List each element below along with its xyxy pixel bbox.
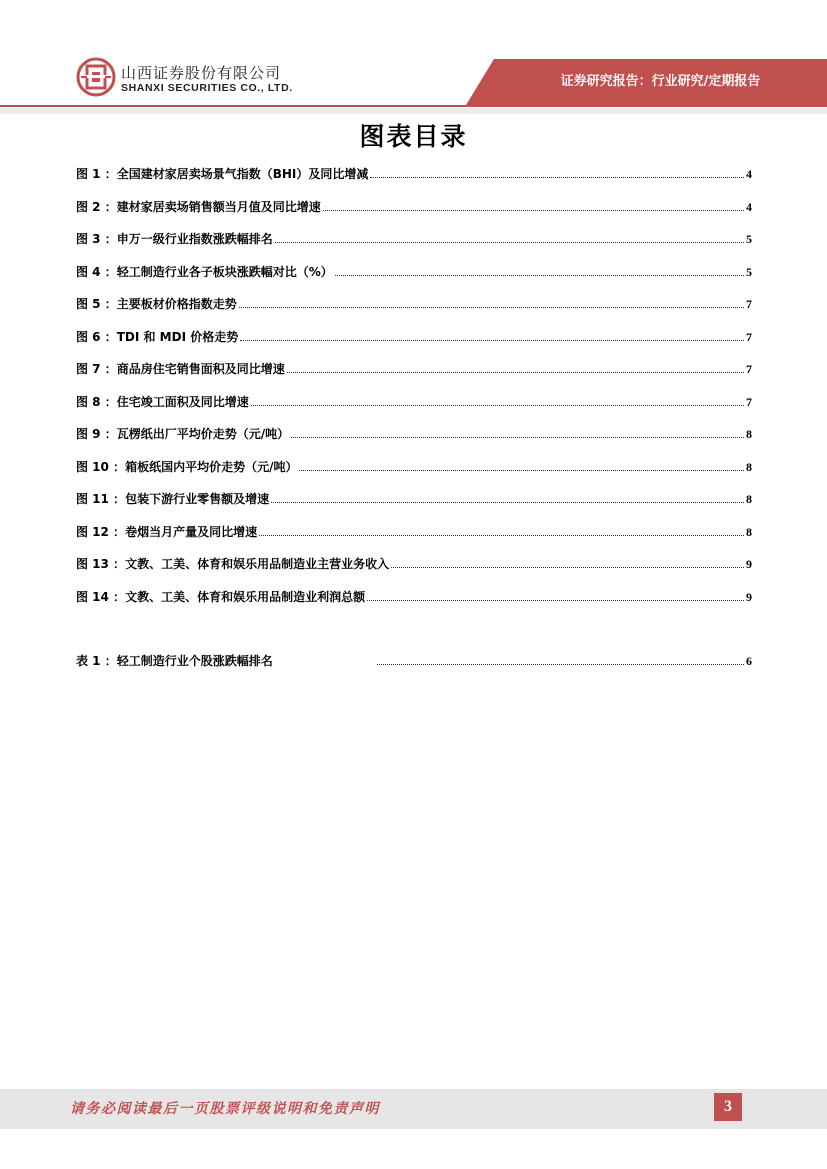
toc-leader-dots — [370, 177, 744, 178]
header-shadow-band — [0, 108, 827, 114]
toc-entry-title: 申万一级行业指数涨跌幅排名 — [116, 232, 273, 246]
toc-entry-title: 主要板材价格指数走势 — [116, 297, 237, 311]
toc-entry-title: 轻工制造行业个股涨跌幅排名 — [116, 654, 273, 668]
toc-entry-page: 9 — [746, 557, 752, 571]
toc-entry[interactable] — [76, 453, 752, 475]
toc-entry-title: 箱板纸国内平均价走势（元/吨） — [125, 459, 298, 474]
header-divider — [0, 105, 827, 107]
toc-leader-dots — [335, 275, 744, 276]
toc-leader-dots — [391, 567, 744, 568]
toc-entry-page: 8 — [746, 427, 752, 441]
toc-entry-label: 图 8 ： — [76, 394, 117, 409]
toc-entry-page: 5 — [746, 264, 752, 279]
toc-entry-title: 包装下游行业零售额及增速 — [125, 492, 270, 506]
toc-entry-page: 7 — [746, 362, 752, 376]
company-logo-icon — [76, 57, 116, 97]
toc-entry[interactable] — [76, 583, 752, 605]
toc-entry-page: 8 — [746, 524, 752, 539]
toc-entry[interactable] — [76, 550, 752, 572]
toc-entry-title: 文教、工美、体育和娱乐用品制造业主营业务收入 — [125, 557, 390, 571]
toc-entry[interactable] — [76, 225, 752, 247]
toc-entry[interactable] — [76, 258, 752, 280]
toc-entry-label: 表 1 ： — [76, 654, 117, 668]
toc-leader-dots — [251, 405, 744, 406]
toc-entry-page: 9 — [746, 589, 752, 604]
toc-entry-page: 8 — [746, 492, 752, 506]
toc-entry-title: 轻工制造行业各子板块涨跌幅对比（%） — [116, 264, 333, 279]
toc-entry-label: 图 13 ： — [76, 557, 126, 571]
toc-entry-title: 卷烟当月产量及同比增速 — [125, 524, 258, 539]
toc-entry-page: 4 — [746, 167, 752, 181]
toc-entry-title: 瓦楞纸出厂平均价走势（元/吨） — [116, 427, 290, 441]
toc-entry-page: 4 — [746, 199, 752, 214]
company-name-cn: 山西证券股份有限公司 — [121, 64, 282, 82]
toc-entry-title: 建材家居卖场销售额当月值及同比增速 — [116, 199, 321, 214]
toc-entry-page: 6 — [746, 654, 752, 668]
footer-disclaimer: 请务必阅读最后一页股票评级说明和免责声明 — [70, 1101, 380, 1117]
toc-entry-page: 7 — [746, 329, 752, 344]
toc-entry-page: 5 — [746, 232, 752, 246]
toc-entry-label: 图 14 ： — [76, 589, 126, 604]
toc-entry-title: 全国建材家居卖场景气指数（BHI）及同比增减 — [116, 167, 369, 181]
toc-entry-label: 图 4 ： — [76, 264, 117, 279]
toc-leader-dots — [367, 600, 744, 601]
toc-entry[interactable] — [76, 160, 752, 182]
toc-leader-dots — [287, 372, 744, 373]
toc-entry-label: 图 7 ： — [76, 362, 117, 376]
toc-leader-dots — [275, 242, 744, 243]
toc-leader-dots — [259, 535, 744, 536]
toc-entry[interactable] — [76, 193, 752, 215]
toc-entry-label: 图 6 ： — [76, 329, 117, 344]
toc-leader-dots — [299, 470, 744, 471]
toc-entry[interactable] — [76, 388, 752, 410]
toc-leader-dots — [377, 664, 744, 665]
toc-entry-page: 8 — [746, 459, 752, 474]
toc-entry-label: 图 3 ： — [76, 232, 117, 246]
toc-leader-dots — [271, 502, 744, 503]
toc-leader-dots — [240, 340, 744, 341]
toc-entry-label: 图 1 ： — [76, 167, 117, 181]
page-header — [0, 0, 827, 110]
toc-leader-dots — [323, 210, 744, 211]
toc-entry[interactable] — [76, 323, 752, 345]
toc-entry-label: 图 11 ： — [76, 492, 126, 506]
toc-entry-label: 图 10 ： — [76, 459, 126, 474]
report-type-label: 证券研究报告：行业研究/定期报告 — [560, 74, 761, 89]
toc-entry[interactable] — [76, 518, 752, 540]
toc-leader-dots — [239, 307, 744, 308]
toc-entry-page: 7 — [746, 394, 752, 409]
company-name-en: SHANXI SECURITIES CO., LTD. — [121, 82, 293, 94]
toc-entry-title: 住宅竣工面积及同比增速 — [116, 394, 249, 409]
toc-entry-label: 图 5 ： — [76, 297, 117, 311]
toc-entry-label: 图 9 ： — [76, 427, 117, 441]
toc-leader-dots — [291, 437, 744, 438]
toc-entry-title: 文教、工美、体育和娱乐用品制造业利润总额 — [125, 589, 366, 604]
toc-entry-label: 图 12 ： — [76, 524, 126, 539]
toc-entry[interactable] — [76, 290, 752, 312]
toc-table-entry[interactable] — [76, 647, 752, 669]
toc-entry-title: TDI 和 MDI 价格走势 — [116, 329, 239, 344]
toc-entry[interactable] — [76, 355, 752, 377]
toc-entry[interactable] — [76, 420, 752, 442]
toc-entry-title: 商品房住宅销售面积及同比增速 — [116, 362, 285, 376]
page-title: 图表目录 — [359, 122, 468, 151]
toc-entry-label: 图 2 ： — [76, 199, 117, 214]
toc-entry[interactable] — [76, 485, 752, 507]
page-number: 3 — [714, 1093, 742, 1121]
toc-entry-page: 7 — [746, 297, 752, 311]
